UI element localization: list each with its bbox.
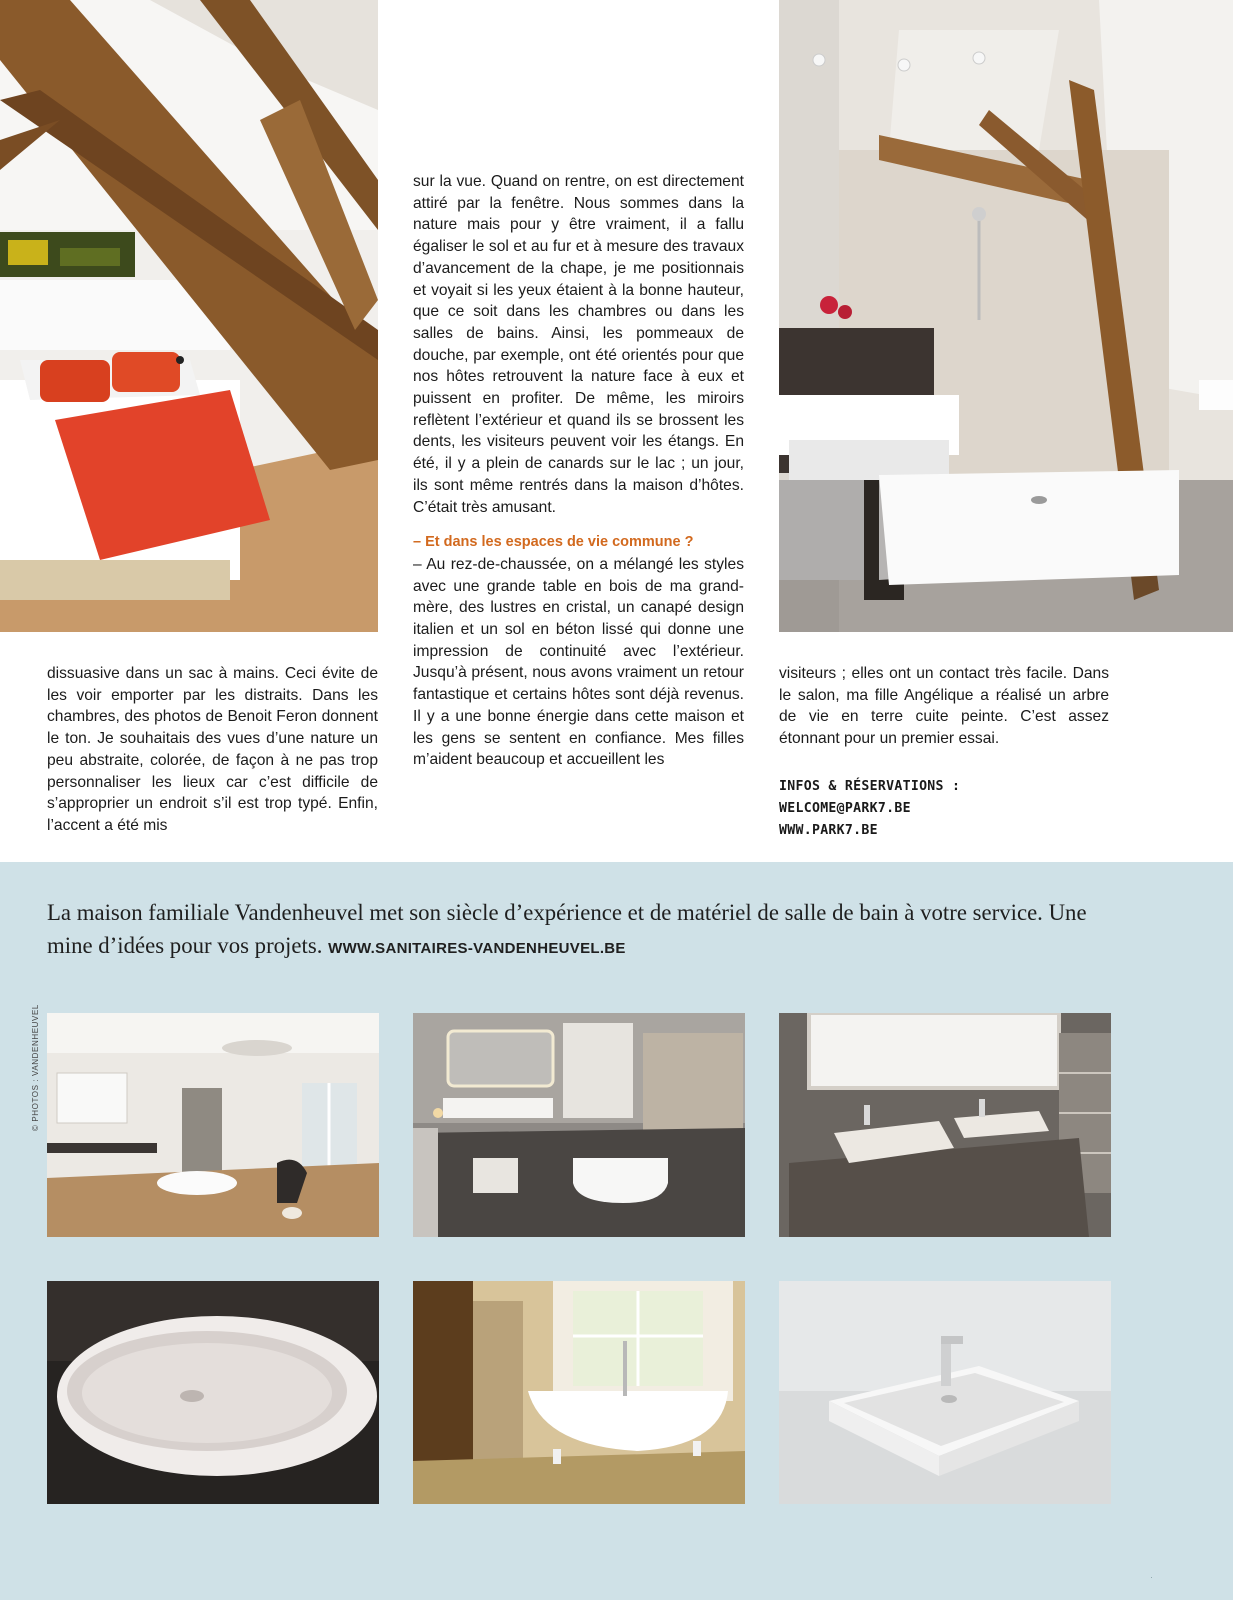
promo-url[interactable]: WWW.SANITAIRES-VANDENHEUVEL.BE <box>328 940 626 957</box>
gallery-clawfoot-tub-photo <box>413 1281 745 1504</box>
gallery-modern-bath-photo <box>413 1013 745 1237</box>
right-column <box>779 663 1109 750</box>
infos-label: INFOS & RÉSERVATIONS : <box>779 779 961 794</box>
email-link[interactable]: WELCOME@PARK7.BE <box>779 801 911 816</box>
page-folio-mark: · <box>1150 1572 1153 1582</box>
section-subheading: – Et dans les espaces de vie commune ? <box>413 534 694 551</box>
right-paragraph: visiteurs ; elles ont un contact très facile. Dans le salon, ma fille Angélique a réalisé un arbre de vie en terre cuite peinte. C’est assez étonnant pour un premier essai. <box>779 665 1109 748</box>
gallery-oval-basin-photo <box>47 1281 379 1504</box>
attic-bathroom-photo <box>779 0 1233 632</box>
bedroom-beams-photo <box>0 0 378 632</box>
middle-paragraph-2: – Au rez-de-chaussée, on a mélangé les styles avec une grande table en bois de ma grand-mère, des lustres en cristal, un canapé design italien et un sol en béton lissé qui donne une impression de continuité avec l’extérieur. Jusqu’à présent, nous avons vraiment un retour fantastique et certains hôtes sont déjà revenus. Il y a une bonne énergie dans cette maison et les gens se sentent en confiance. Mes filles m’aident beaucoup et accueillent les <box>413 555 744 769</box>
website-link[interactable]: WWW.PARK7.BE <box>779 823 878 838</box>
gallery-open-bathroom-photo <box>47 1013 379 1237</box>
contact-block <box>779 776 960 842</box>
left-column <box>47 663 378 837</box>
photo-credit: © PHOTOS : VANDENHEUVEL <box>31 1004 40 1131</box>
left-paragraph: dissuasive dans un sac à mains. Ceci évite de les voir emporter par les distraits. Dans les chambres, des photos de Benoit Feron donnent le ton. Je souhaitais des vues d’une nature un peu abstraite, colorée, de façon à ne pas trop personnaliser les lieux car c’est difficile de s’approprier un endroit s’il est trop typé. Enfin, l’accent a été mis <box>47 665 378 834</box>
promo-text <box>47 896 1127 965</box>
gallery-rect-basin-photo <box>779 1281 1111 1504</box>
promo-description: La maison familiale Vandenheuvel met son siècle d’expérience et de matériel de salle de bain à votre service. Une mine d’idées pour vos projets. <box>47 900 1087 958</box>
middle-column <box>413 171 744 771</box>
middle-paragraph-1: sur la vue. Quand on rentre, on est directement attiré par la fenêtre. Nous sommes dans la nature mais pour y être vraiment, il a fallu égaliser le sol et au fur et à mesure des travaux d’avancement de la chape, je me positionnais et voyait si les yeux étaient à la bonne hauteur, que ce soit dans les chambres ou dans les salles de bains. Ainsi, les pommeaux de douche, par exemple, ont été orientés pour que nos hôtes retrouvent la nature face à eux et puissent en profiter. De même, les miroirs reflètent l’extérieur et quand ils se brossent les dents, les visiteurs peuvent voir les étangs. En été, il y a plein de canards sur le lac ; un jour, ils sont même rentrés dans la maison d’hôtes. C’était très amusant. <box>413 173 744 516</box>
gallery-double-basin-photo <box>779 1013 1111 1237</box>
